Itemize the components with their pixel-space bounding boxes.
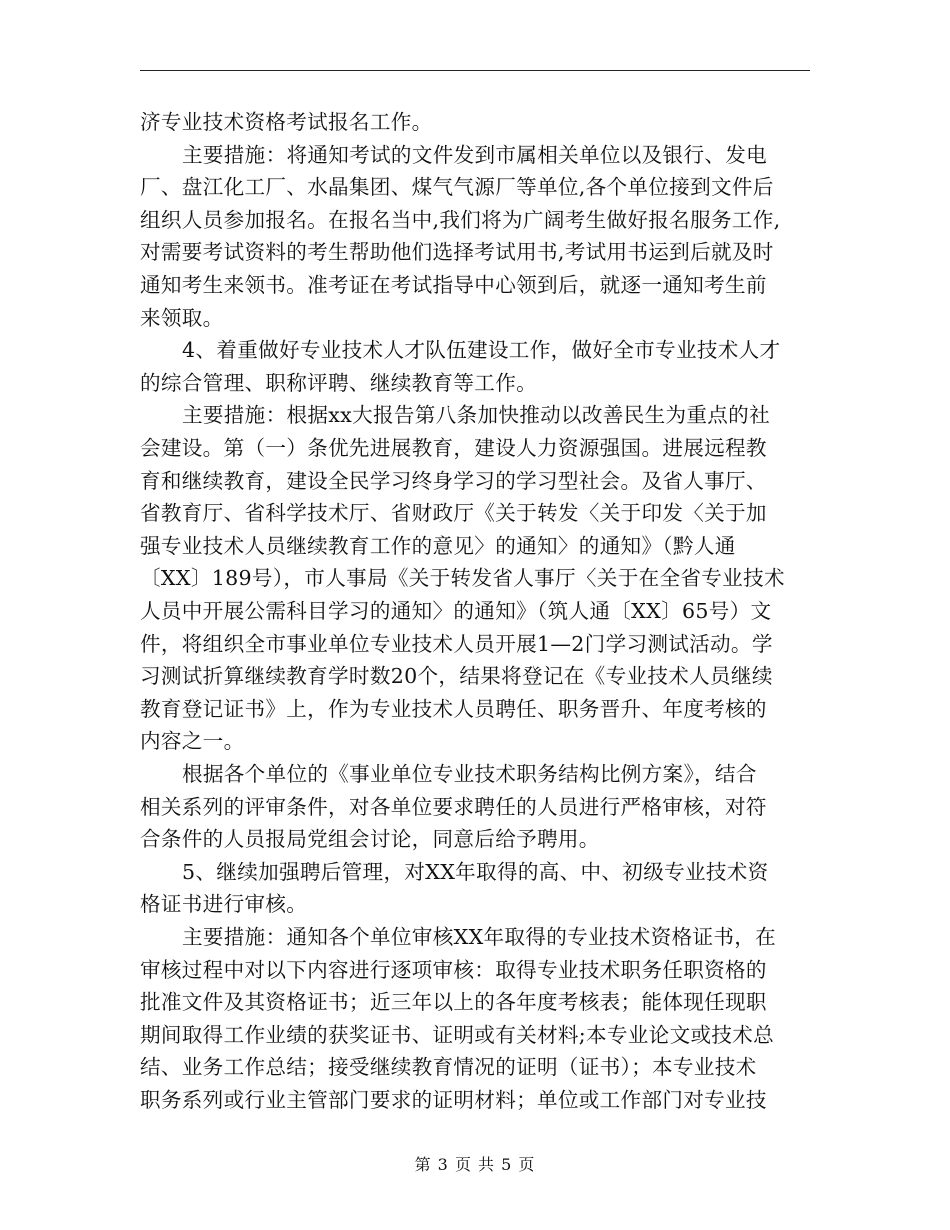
- text-line: 主要措施：根据xx大报告第八条加快推动以改善民生为重点的社: [182, 403, 770, 428]
- text-line: 组织人员参加报名。在报名当中,我们将为广阔考生做好报名服务工作,: [140, 207, 781, 232]
- text-line: 习测试折算继续教育学时数20个，结果将登记在《专业技术人员继续: [140, 664, 773, 689]
- text-line: 厂、盘江化工厂、水晶集团、煤气气源厂等单位,各个单位接到文件后: [140, 175, 774, 200]
- text-line: 格证书进行审核。: [140, 892, 308, 917]
- header-rule: [140, 70, 810, 71]
- text-line: 通知考生来领书。准考证在考试指导中心领到后，就逐一通知考生前: [140, 273, 767, 297]
- text-line: 职务系列或行业主管部门要求的证明材料；单位或工作部门对专业技: [140, 1088, 767, 1112]
- text-line: 期间取得工作业绩的获奖证书、证明或有关材料;本专业论文或技术总: [140, 1022, 775, 1047]
- text-line: 根据各个单位的《事业单位专业技术职务结构比例方案》，结合: [182, 762, 757, 786]
- text-line: 对需要考试资料的考生帮助他们选择考试用书,考试用书运到后就及时: [140, 240, 774, 265]
- text-line: 的综合管理、职称评聘、继续教育等工作。: [140, 370, 537, 395]
- text-line: 人员中开展公需科目学习的通知〉的通知》（筑人通〔XX〕65号）文: [140, 599, 772, 623]
- text-line: 结、业务工作总结；接受继续教育情况的证明（证书）；本专业技术: [140, 1055, 757, 1080]
- text-line: 省教育厅、省科学技术厅、省财政厅《关于转发〈关于印发〈关于加: [140, 501, 767, 526]
- text-line: 件，将组织全市事业单位专业技术人员开展1—2门学习测试活动。学: [140, 631, 773, 656]
- text-line: 来领取。: [140, 305, 224, 330]
- text-line: 5、继续加强聘后管理，对XX年取得的高、中、初级专业技术资: [182, 859, 769, 884]
- text-line: 合条件的人员报局党组会讨论，同意后给予聘用。: [140, 827, 600, 852]
- text-line: 育和继续教育，建设全民学习终身学习的学习型社会。及省人事厅、: [140, 468, 767, 493]
- text-line: 审核过程中对以下内容进行逐项审核：取得专业技术职务任职资格的: [140, 957, 767, 982]
- text-line: 主要措施：通知各个单位审核XX年取得的专业技术资格证书，在: [182, 925, 777, 949]
- text-line: 4、着重做好专业技术人才队伍建设工作，做好全市专业技术人才: [182, 338, 781, 363]
- text-line: 会建设。第（一）条优先进展教育，建设人力资源强国。进展远程教: [140, 436, 767, 460]
- text-line: 内容之一。: [140, 729, 245, 754]
- text-line: 强专业技术人员继续教育工作的意见〉的通知〉的通知》（黔人通: [140, 533, 736, 558]
- text-line: 〔XX〕189号），市人事局《关于转发省人事厅〈关于在全省专业技术: [140, 566, 785, 591]
- text-line: 教育登记证书》上，作为专业技术人员聘任、职务晋升、年度考核的: [140, 696, 767, 721]
- page-number: 第 3 页 共 5 页: [414, 1155, 536, 1174]
- text-line: 批准文件及其资格证书；近三年以上的各年度考核表；能体现任现职: [140, 990, 767, 1015]
- text-line: 济专业技术资格考试报名工作。: [140, 110, 433, 134]
- text-line: 主要措施：将通知考试的文件发到市属相关单位以及银行、发电: [182, 142, 768, 167]
- text-line: 相关系列的评审条件，对各单位要求聘任的人员进行严格审核，对符: [140, 794, 767, 819]
